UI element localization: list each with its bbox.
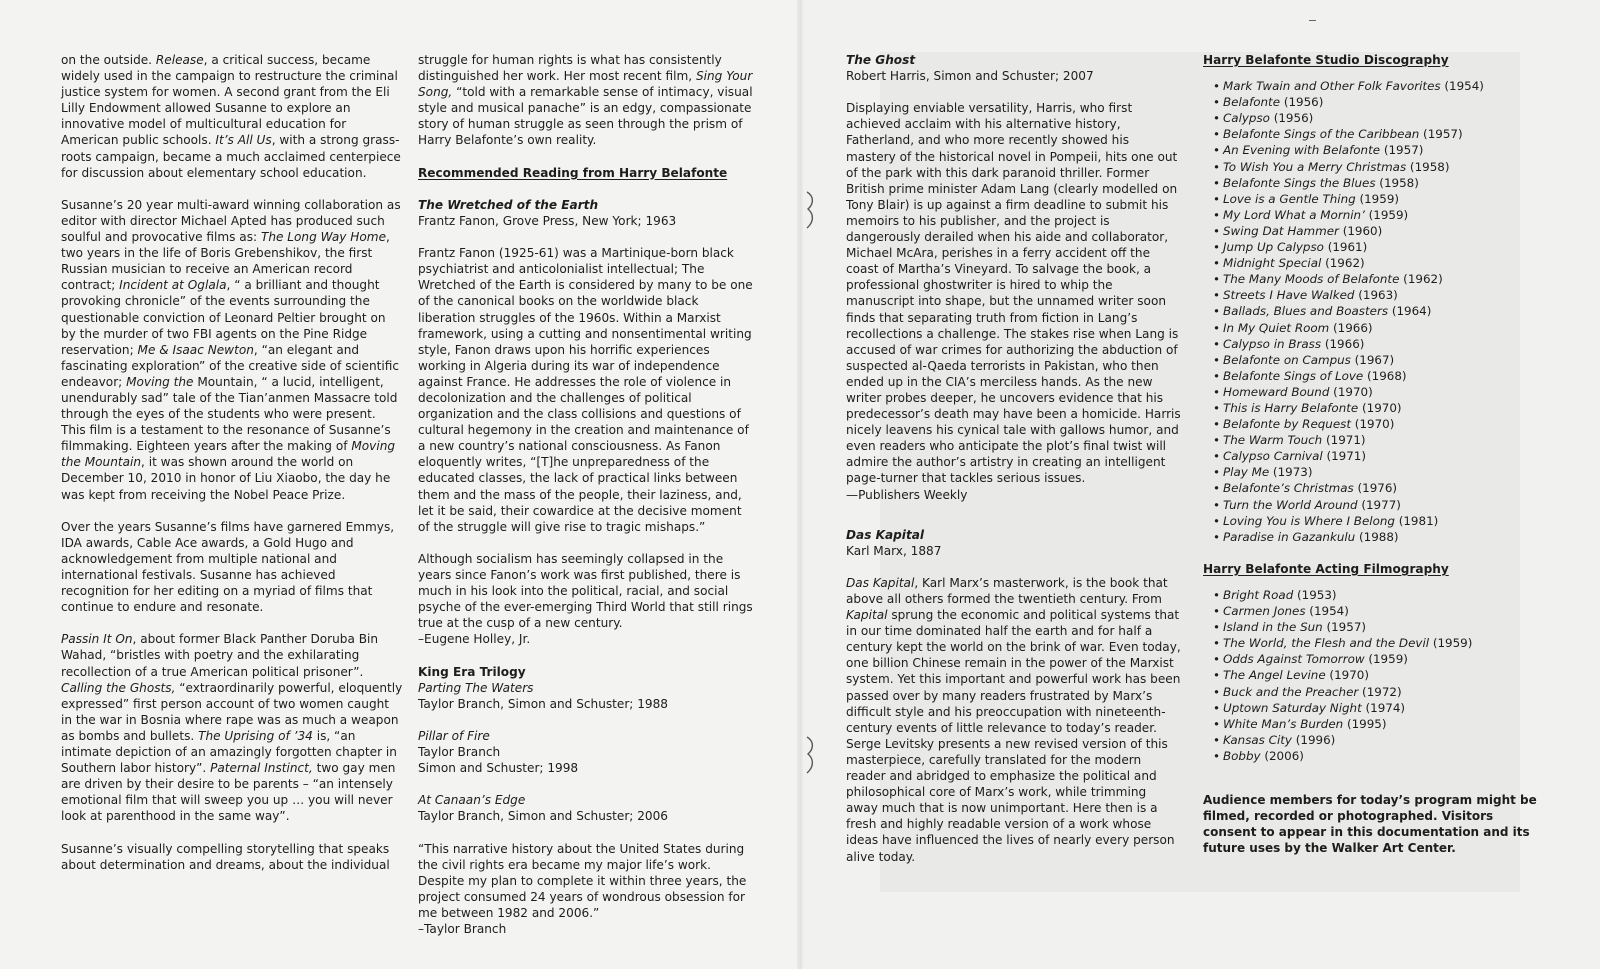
item-title: In My Quiet Room: [1223, 320, 1330, 335]
item-year: (1976): [1353, 481, 1398, 496]
item-year: (1968): [1363, 368, 1407, 383]
list-item: [1213, 432, 1538, 448]
item-year: (1959): [1364, 207, 1409, 222]
paragraph-kapital: Das Kapital, Karl Marx’s masterwork, is the book that above all others formed the twentieth century. From Kapital sprung the economic and political systems that in our time dominated half the earth and for half a century kept the world on the brink of war. Even today, one billion Chinese remain in the power of the Marxist system. Yet this important and powerful work has been passed over by many readers frustrated by Marx’s difficult style and his preoccupation with nineteenth-century events of little relevance to today’s reader. Serge Levitsky presents a new revised version of this masterpiece, carefully translated for the modern reader and abridged to emphasize the political and philosophical core of Marx’s work, while trimming away much that is now unimportant. Here then is a fresh and highly readable version of a work whose ideas have influenced the lives of nearly every person alive today.: [846, 575, 1181, 864]
item-title: Homeward Bound: [1223, 384, 1330, 399]
paragraph-release: on the outside. Release, a critical success, became widely used in the campaign to restructure the criminal justice system for women. A second grant from the Eli Lilly Endowment allowed Susanne to explore an innovative model of multicultural education for American public schools. It’s All Us, with a strong grass-roots campaign, became a much acclaimed centerpiece for discussion about elementary school education.: [61, 53, 401, 180]
list-item: [1213, 448, 1538, 464]
item-year: (1967): [1350, 352, 1395, 367]
item-year: (1954): [1440, 79, 1484, 94]
item-title: Buck and the Preacher: [1223, 684, 1359, 699]
column-4: [1203, 52, 1538, 856]
column-3: [846, 52, 1181, 881]
item-title: The Angel Levine: [1223, 668, 1326, 683]
list-item: [1213, 239, 1538, 255]
list-item: [1213, 336, 1538, 352]
staple-bottom-icon: [805, 735, 815, 775]
list-item: [1213, 603, 1538, 619]
item-year: (1960): [1338, 223, 1383, 238]
paragraph-fanon: Frantz Fanon (1925-61) was a Martinique-born black psychiatrist and anticolonialist intellectual; The Wretched of the Earth is considered by many to be one of the canonical books on the worldwide black liberation struggles of the 1960s. Within a Marxist framework, using a cutting and nonsentimental writing style, Fanon draws upon his horrific experiences working in Algeria during its war of independence against France. He addresses the role of violence in decolonization and the challenges of political organization and the class collisions and questions of cultural hegemony in the creation and maintenance of a new country’s national consciousness. As Fanon eloquently writes, “[T]he unpreparedness of the educated classes, the lack of practical links between them and the mass of the people, their laziness, and, let it be said, their cowardice at the decisive moment of the struggle will give rise to tragic mishaps.”: [418, 246, 753, 534]
list-item: [1213, 175, 1538, 191]
book-wretched-of-the-earth: [418, 197, 753, 229]
list-item: [1213, 464, 1538, 480]
list-item: [1213, 513, 1538, 529]
attribution: –Taylor Branch: [418, 922, 507, 937]
list-item: [1213, 716, 1538, 732]
list-item: [1213, 384, 1538, 400]
item-year: (1959): [1364, 652, 1408, 667]
item-title: The World, the Flesh and the Devil: [1223, 636, 1430, 651]
book-title: At Canaan’s Edge: [418, 793, 526, 808]
item-title: An Evening with Belafonte: [1223, 143, 1381, 158]
item-year: (1974): [1361, 700, 1406, 715]
list-item: [1213, 732, 1538, 748]
list-item: [1213, 416, 1538, 432]
paragraph-awards: Over the years Susanne’s films have garnered Emmys, IDA awards, Cable Ace awards, a Gold Hugo and acknowledgement from multiple national and international festivals. Susanne has achieved recognition for her editing on a myriad of films that continue to endure and resonate.: [61, 519, 395, 615]
item-title: Belafonte Sings of Love: [1223, 368, 1364, 383]
book-meta: Taylor Branch, Simon and Schuster; 2006: [418, 809, 669, 824]
item-title: White Man’s Burden: [1223, 716, 1344, 731]
item-title: Uptown Saturday Night: [1223, 700, 1362, 715]
list-item: [1213, 748, 1538, 764]
item-year: (1959): [1429, 636, 1473, 651]
book-title: Parting The Waters: [418, 680, 534, 695]
item-title: Jump Up Calypso: [1223, 240, 1324, 255]
item-year: (1970): [1329, 384, 1373, 399]
item-year: (1966): [1321, 336, 1365, 351]
item-year: (1954): [1305, 604, 1349, 619]
book-title: Das Kapital: [846, 527, 925, 542]
book-meta: Taylor Branch, Simon and Schuster; 1988: [418, 696, 669, 711]
list-item: [1213, 529, 1538, 545]
book-das-kapital: [846, 527, 1181, 559]
item-title: Bobby: [1223, 748, 1261, 763]
book-meta: Simon and Schuster; 1998: [418, 761, 579, 776]
king-era-trilogy: [418, 664, 753, 712]
list-item: [1213, 368, 1538, 384]
dash-mark: [1309, 20, 1316, 21]
list-item: [1213, 684, 1538, 700]
list-item: [1213, 142, 1538, 158]
item-title: Belafonte: [1223, 95, 1281, 110]
item-year: (1977): [1357, 497, 1401, 512]
item-title: Island in the Sun: [1223, 620, 1323, 635]
book-meta: Taylor Branch: [418, 745, 501, 760]
item-year: (2006): [1260, 748, 1304, 763]
item-year: (1958): [1375, 175, 1419, 190]
attribution: –Eugene Holley, Jr.: [418, 632, 531, 647]
list-item: [1213, 191, 1538, 207]
list-item: [1213, 110, 1538, 126]
list-item: [1213, 303, 1538, 319]
list-item: [1213, 223, 1538, 239]
list-item: [1213, 400, 1538, 416]
center-gutter: [797, 0, 803, 969]
item-title: To Wish You a Merry Christmas: [1223, 159, 1407, 174]
list-item: [1213, 94, 1538, 110]
item-title: Carmen Jones: [1223, 604, 1306, 619]
book-pillar-of-fire: [418, 728, 753, 776]
item-year: (1961): [1323, 240, 1368, 255]
recording-notice: Audience members for today’s program might be filmed, recorded or photographed. Visitors consent to appear in this documentation and its future uses by the Walker Art Center.: [1203, 793, 1537, 856]
attribution: —Publishers Weekly: [846, 487, 968, 502]
list-item: [1213, 667, 1538, 683]
paragraph-sing-your-song: struggle for human rights is what has consistently distinguished her work. Her most recent film, Sing Your Song, “told with a remarkable sense of intimacy, visual style and musical panache” is an edgy, compassionate story of human struggle as seen through the prism of Harry Belafonte’s own reality.: [418, 53, 753, 148]
item-year: (1971): [1322, 449, 1366, 464]
book-meta: Frantz Fanon, Grove Press, New York; 1963: [418, 213, 677, 228]
item-year: (1957): [1322, 620, 1367, 635]
item-title: Midnight Special: [1223, 256, 1322, 271]
paragraph-ghost-review: Displaying enviable versatility, Harris, who first achieved acclaim with his alternative history, Fatherland, and who more recently showed his mastery of the historical novel in Pompeii, hits one out of the park with this dark paranoid thriller. Former British prime minister Adam Lang (clearly modelled on Tony Blair) is up against a firm deadline to submit his memoirs to his publisher, and the project is dangerously derailed when his aide and collaborator, Michael McAra, perishes in a ferry accident off the coast of Martha’s Vineyard. To salvage the book, a professional ghostwriter is hired to whip the manuscript into shape, but the unnamed writer soon finds that separating truth from fiction in Lang’s recollections a challenge. The stakes rise when Lang is accused of war crimes for authorizing the abduction of suspected al-Qaeda terrorists in Pakistan, who then ended up in the CIA’s merciless hands. As the new writer probes deeper, he uncovers evidence that his predecessor’s death may have been a homicide. Harris nicely leavens his cynical tale with gallows humor, and even readers who anticipate the plot’s final twist will admire the author’s artistry in creating an intelligent page-turner that tackles serious issues. —Publishers Weekly: [846, 101, 1181, 502]
item-year: (1966): [1329, 320, 1373, 335]
item-year: (1959): [1355, 191, 1400, 206]
item-title: Loving You is Where I Belong: [1223, 513, 1395, 528]
item-title: Bright Road: [1223, 588, 1294, 602]
item-title: Belafonte Sings of the Caribbean: [1223, 127, 1420, 142]
item-year: (1957): [1380, 143, 1424, 158]
list-item: [1213, 635, 1538, 651]
paragraph-branch-quote: “This narrative history about the United States during the civil rights era became my major life’s work. Despite my plan to complete it within three years, the project consumed 24 years of wondrous obsession for me between 1982 and 2006.” –Taylor Branch: [418, 841, 747, 937]
item-title: Belafonte Sings the Blues: [1223, 175, 1376, 190]
list-item: [1213, 287, 1538, 303]
staple-top-icon: [805, 190, 815, 230]
item-title: My Lord What a Mornin’: [1223, 207, 1365, 222]
list-item: [1213, 700, 1538, 716]
book-title: The Ghost: [846, 53, 916, 67]
column-2: [418, 52, 753, 953]
item-title: Mark Twain and Other Folk Favorites: [1223, 79, 1441, 94]
recommended-reading-heading: Recommended Reading from Harry Belafonte: [418, 165, 728, 180]
paragraph-films: Passin It On, about former Black Panther Doruba Bin Wahad, “bristles with poetry and the exhilarating recollection of a true American political prisoner”. Calling the Ghosts, “extraordinarily powerful, eloquently expressed” first person account of two women caught in the war in Bosnia where rape was as much a weapon as bombs and bullets. The Uprising of ’34 is, “an intimate depiction of an amazingly forgotten chapter in Southern labor history”. Paternal Instinct, two gay men are driven by their desire to be parents – “an intensely emotional film that will sweep you up … you will never look at parenthood in the same way”.: [61, 632, 403, 824]
item-year: (1970): [1351, 417, 1395, 432]
item-year: (1953): [1293, 588, 1337, 602]
filmography-list: [1203, 587, 1538, 764]
list-item: [1213, 587, 1538, 603]
item-title: Ballads, Blues and Boasters: [1223, 304, 1389, 319]
list-item: [1213, 651, 1538, 667]
book-title: Pillar of Fire: [418, 728, 490, 743]
book-meta: Robert Harris, Simon and Schuster; 2007: [846, 69, 1094, 84]
item-year: (1964): [1388, 304, 1432, 319]
item-year: (1970): [1325, 668, 1369, 683]
list-item: [1213, 78, 1538, 94]
item-year: (1988): [1355, 529, 1399, 544]
item-title: Calypso in Brass: [1223, 336, 1322, 351]
list-item: [1213, 255, 1538, 271]
item-year: (1972): [1358, 684, 1402, 699]
item-year: (1981): [1394, 513, 1439, 528]
list-item: [1213, 619, 1538, 635]
item-year: (1962): [1399, 272, 1443, 287]
list-item: [1213, 352, 1538, 368]
item-year: (1970): [1358, 400, 1402, 415]
list-item: [1213, 207, 1538, 223]
list-item: [1213, 126, 1538, 142]
paragraph-socialism: Although socialism has seemingly collapsed in the years since Fanon’s work was first published, there is much in his look into the political, racial, and social psyche of the ever-emerging Third World that still rings true at the cusp of a new century. –Eugene Holley, Jr.: [418, 551, 753, 647]
item-title: Love is a Gentle Thing: [1223, 191, 1356, 206]
item-year: (1996): [1291, 732, 1336, 747]
item-title: The Many Moods of Belafonte: [1223, 272, 1400, 287]
item-year: (1995): [1343, 716, 1387, 731]
item-title: Odds Against Tomorrow: [1223, 652, 1365, 667]
discography-heading: Harry Belafonte Studio Discography: [1203, 53, 1449, 67]
item-title: The Warm Touch: [1223, 433, 1323, 448]
item-title: Streets I Have Walked: [1223, 288, 1355, 303]
book-at-canaans-edge: [418, 792, 753, 824]
book-meta: Karl Marx, 1887: [846, 543, 942, 558]
item-title: Calypso: [1223, 111, 1270, 126]
item-title: Turn the World Around: [1223, 497, 1358, 512]
list-item: [1213, 320, 1538, 336]
book-the-ghost: [846, 52, 1181, 84]
item-year: (1958): [1406, 159, 1450, 174]
item-title: Kansas City: [1223, 732, 1292, 747]
item-year: (1956): [1280, 95, 1324, 110]
paragraph-apted: Susanne’s 20 year multi-award winning collaboration as editor with director Michael Apted has produced such soulful and provocative films as: The Long Way Home, two years in the life of Boris Grebenshikov, the first Russian musician to receive an American record contract; Incident at Oglala, “ a brilliant and thought provoking chronicle” of the events surrounding the questionable conviction of Leonard Peltier brought on by the murder of two FBI agents on the Pine Ridge reservation; Me & Isaac Newton, “an elegant and fascinating exploration” of the creative side of scientific endeavor; Moving the Mountain, “ a lucid, intelligent, unendurably sad” tale of the Tian’anmen Massacre told through the eyes of the students who were present. This film is a testament to the resonance of Susanne’s filmmaking. Eighteen years after the making of Moving the Mountain, it was shown around the world on December 10, 2010 in honor of Liu Xiaobo, the day he was kept from receiving the Nobel Peace Prize.: [61, 197, 401, 502]
item-title: Calypso Carnival: [1223, 449, 1323, 464]
item-title: Swing Dat Hammer: [1223, 223, 1339, 238]
item-year: (1957): [1419, 127, 1463, 142]
paragraph-storytelling: Susanne’s visually compelling storytelling that speaks about determination and dreams, about the individual: [61, 841, 390, 872]
item-year: (1973): [1269, 465, 1313, 480]
item-title: Belafonte’s Christmas: [1223, 481, 1354, 496]
list-item: [1213, 497, 1538, 513]
list-item: [1213, 159, 1538, 175]
discography-list: [1203, 78, 1538, 545]
filmography-heading: Harry Belafonte Acting Filmography: [1203, 561, 1449, 576]
book-title: The Wretched of the Earth: [418, 197, 599, 212]
item-title: Paradise in Gazankulu: [1223, 529, 1356, 544]
item-year: (1956): [1269, 111, 1314, 126]
item-title: This is Harry Belafonte: [1223, 400, 1359, 415]
item-title: Play Me: [1223, 465, 1270, 480]
trilogy-heading: King Era Trilogy: [418, 664, 526, 679]
item-title: Belafonte on Campus: [1223, 352, 1351, 367]
list-item: [1213, 271, 1538, 287]
list-item: [1213, 480, 1538, 496]
item-year: (1962): [1321, 256, 1365, 271]
item-year: (1963): [1354, 288, 1398, 303]
column-1: [61, 52, 403, 889]
item-title: Belafonte by Request: [1223, 417, 1352, 432]
item-year: (1971): [1322, 433, 1366, 448]
